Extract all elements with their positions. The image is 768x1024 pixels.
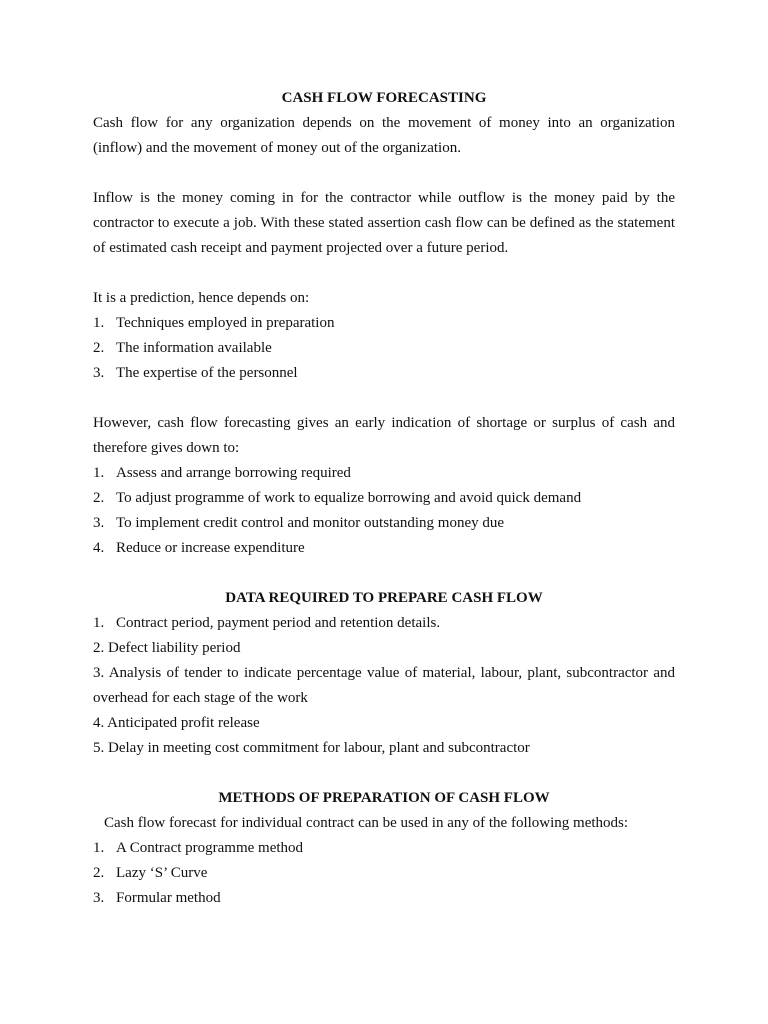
list-number: 1. (93, 615, 105, 631)
prediction-intro: It is a prediction, hence depends on: (93, 290, 310, 306)
list-number: 3. (93, 365, 105, 381)
intro-paragraph: Cash flow for any organization depends on the movement of money into an organization (inflow) and the movement of money out of the organization. (93, 115, 675, 156)
list-text: Lazy ‘S’ Curve (116, 865, 208, 881)
methods-intro: Cash flow forecast for individual contract can be used in any of the following methods: (104, 815, 629, 831)
list-item (93, 361, 675, 386)
gives-down-to-list (93, 461, 675, 561)
list-item: 4. Anticipated profit release (93, 715, 260, 731)
list-item (93, 336, 675, 361)
list-item (93, 861, 675, 886)
list-item: 5. Delay in meeting cost commitment for labour, plant and subcontractor (93, 740, 530, 756)
list-text: Formular method (116, 890, 221, 906)
however-paragraph: However, cash flow forecasting gives an early indication of shortage or surplus of cash and therefore gives down to: (93, 415, 675, 456)
list-text: Contract period, payment period and retention details. (116, 615, 441, 631)
list-text: Assess and arrange borrowing required (116, 465, 351, 481)
list-item (93, 511, 675, 536)
list-text: To implement credit control and monitor outstanding money due (116, 515, 505, 531)
list-number: 2. (93, 865, 105, 881)
list-item (93, 886, 675, 911)
list-number: 3. (93, 890, 105, 906)
list-item: 2. Defect liability period (93, 640, 241, 656)
list-text: To adjust programme of work to equalize borrowing and avoid quick demand (116, 490, 582, 506)
list-number: 2. (93, 490, 105, 506)
section-title-methods-of-preparation: METHODS OF PREPARATION OF CASH FLOW (218, 790, 550, 806)
list-item (93, 536, 675, 561)
list-text: The expertise of the personnel (116, 365, 298, 381)
document-page (93, 86, 675, 911)
list-number: 1. (93, 465, 105, 481)
list-number: 1. (93, 840, 105, 856)
list-item (93, 611, 675, 636)
inflow-paragraph: Inflow is the money coming in for the contractor while outflow is the money paid by the contractor to execute a job. With these stated assertion cash flow can be defined as the statement of estimated cash receipt and payment projected over a future period. (93, 190, 675, 256)
list-item (93, 311, 675, 336)
list-text: The information available (116, 340, 272, 356)
list-item: 3. Analysis of tender to indicate percentage value of material, labour, plant, subcontractor and overhead for each stage of the work (93, 665, 675, 706)
list-item (93, 461, 675, 486)
list-item (93, 486, 675, 511)
list-text: Techniques employed in preparation (116, 315, 335, 331)
section-title-cash-flow-forecasting: CASH FLOW FORECASTING (281, 90, 487, 106)
list-text: Reduce or increase expenditure (116, 540, 305, 556)
section-title-data-required: DATA REQUIRED TO PREPARE CASH FLOW (225, 590, 543, 606)
list-number: 3. (93, 515, 105, 531)
list-number: 4. (93, 540, 105, 556)
list-number: 2. (93, 340, 105, 356)
list-item (93, 836, 675, 861)
methods-list (93, 836, 675, 911)
list-number: 1. (93, 315, 105, 331)
list-text: A Contract programme method (116, 840, 304, 856)
depends-on-list (93, 311, 675, 386)
